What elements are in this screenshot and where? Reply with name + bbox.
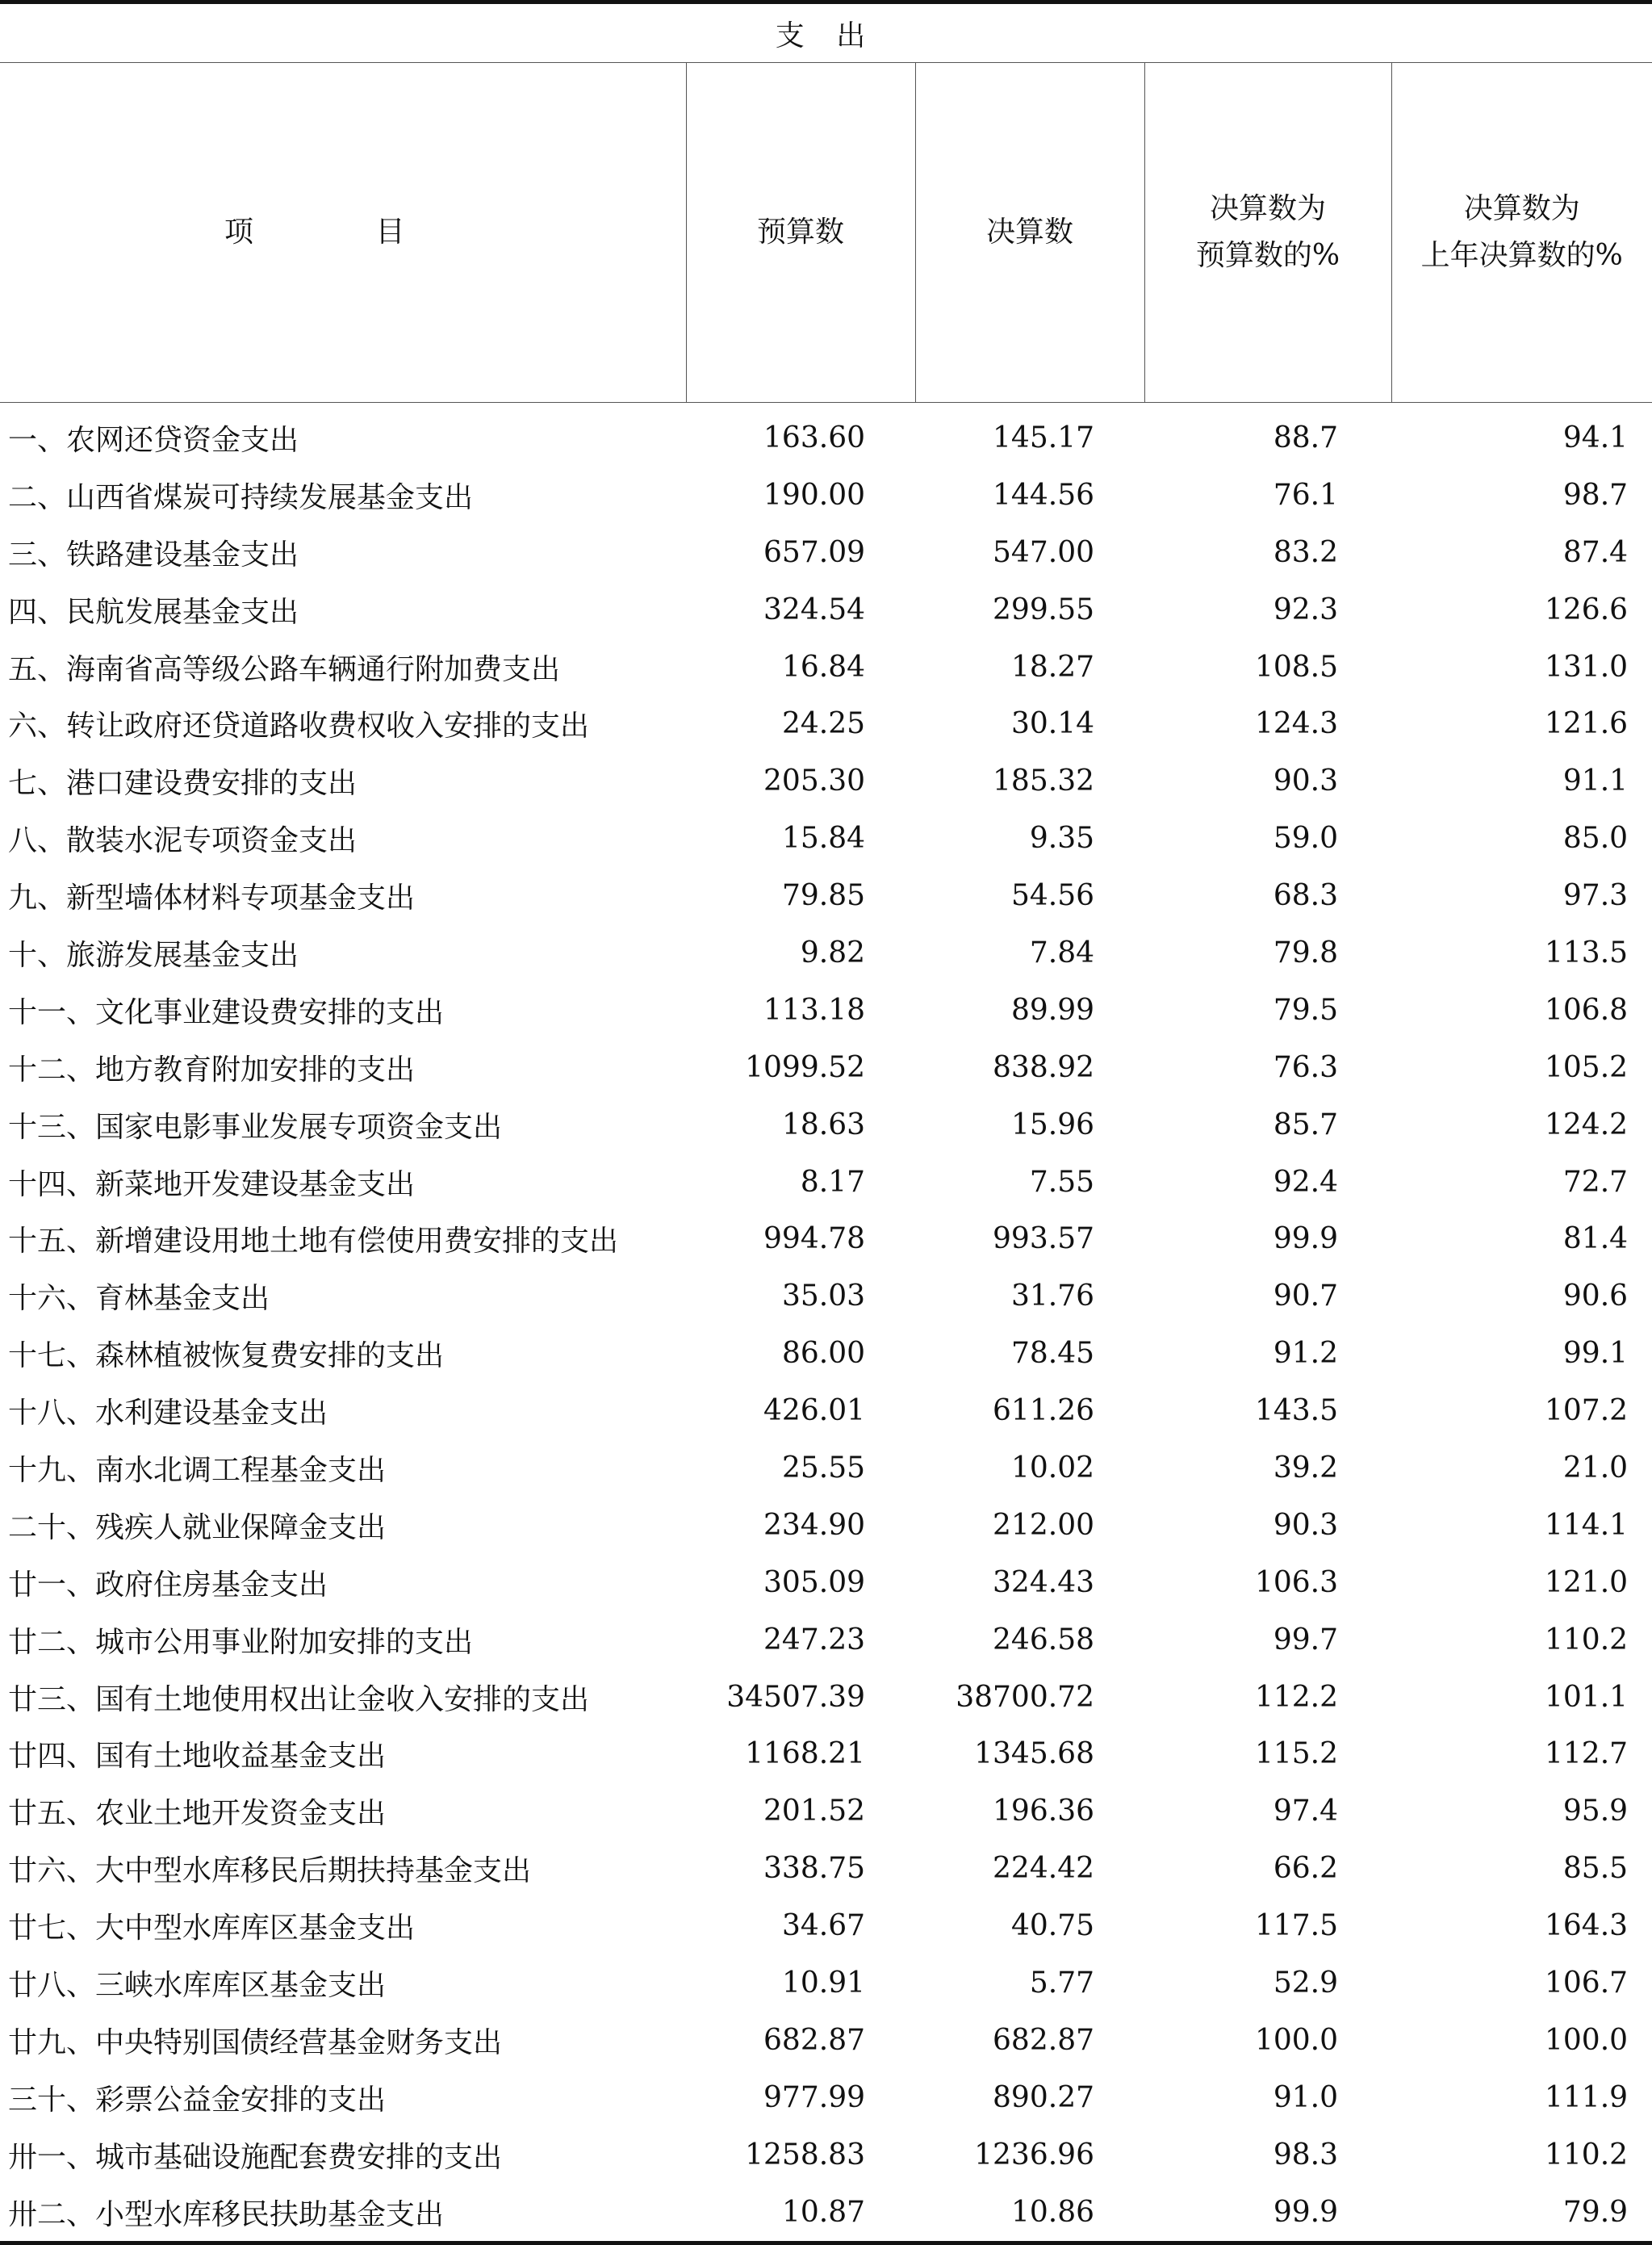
table-cell-budget: 1168.21: [686, 1725, 915, 1782]
table-row: [0, 752, 1652, 810]
table-cell-item: 三、铁路建设基金支出: [0, 524, 686, 581]
table-cell-budget: 1099.52: [686, 1039, 915, 1096]
table-cell-item: 廿八、三峡水库库区基金支出: [0, 1954, 686, 2012]
table-row: [0, 2126, 1652, 2184]
table-cell-budget: 305.09: [686, 1554, 915, 1611]
table-cell-budget: 657.09: [686, 524, 915, 581]
table-row: [0, 1611, 1652, 1669]
table-cell-item: 卅一、城市基础设施配套费安排的支出: [0, 2126, 686, 2184]
table-cell-pct-budget: 52.9: [1144, 1954, 1391, 2012]
table-cell-pct-prev: 105.2: [1391, 1039, 1652, 1096]
table-cell-budget: 994.78: [686, 1210, 915, 1267]
table-cell-final: 40.75: [915, 1897, 1144, 1954]
table-cell-final: 145.17: [915, 403, 1144, 467]
table-cell-pct-prev: 94.1: [1391, 403, 1652, 467]
header-pct-budget-line1: 决算数为: [1145, 186, 1391, 232]
table-cell-pct-budget: 85.7: [1144, 1096, 1391, 1154]
table-cell-pct-prev: 110.2: [1391, 1611, 1652, 1669]
table-cell-pct-prev: 97.3: [1391, 867, 1652, 924]
table-cell-item: 十八、水利建设基金支出: [0, 1382, 686, 1439]
table-cell-pct-budget: 92.3: [1144, 581, 1391, 639]
table-cell-pct-prev: 107.2: [1391, 1382, 1652, 1439]
table-cell-pct-budget: 112.2: [1144, 1669, 1391, 1726]
table-cell-item: 二、山西省煤炭可持续发展基金支出: [0, 467, 686, 524]
table-cell-final: 144.56: [915, 467, 1144, 524]
header-budget: 预算数: [686, 63, 915, 403]
table-cell-pct-prev: 113.5: [1391, 924, 1652, 982]
table-row: [0, 524, 1652, 581]
table-cell-item: 十二、地方教育附加安排的支出: [0, 1039, 686, 1096]
table-cell-budget: 10.91: [686, 1954, 915, 2012]
table-cell-pct-budget: 124.3: [1144, 695, 1391, 752]
table-cell-final: 196.36: [915, 1782, 1144, 1840]
table-cell-item: 廿一、政府住房基金支出: [0, 1554, 686, 1611]
header-row: [0, 63, 1652, 403]
table-cell-item: 十五、新增建设用地土地有偿使用费安排的支出: [0, 1210, 686, 1267]
table-cell-final: 246.58: [915, 1611, 1144, 1669]
table-cell-final: 224.42: [915, 1840, 1144, 1897]
table-row: [0, 1554, 1652, 1611]
table-cell-budget: 34.67: [686, 1897, 915, 1954]
table-cell-pct-budget: 106.3: [1144, 1554, 1391, 1611]
header-pct-prev-line1: 决算数为: [1392, 186, 1652, 232]
table-cell-pct-prev: 72.7: [1391, 1154, 1652, 1211]
table-cell-item: 七、港口建设费安排的支出: [0, 752, 686, 810]
table-cell-pct-budget: 90.3: [1144, 1497, 1391, 1554]
table-row: [0, 1782, 1652, 1840]
section-title-row: [0, 2, 1652, 63]
table-cell-pct-prev: 90.6: [1391, 1267, 1652, 1325]
table-cell-budget: 234.90: [686, 1497, 915, 1554]
table-cell-item: 廿三、国有土地使用权出让金收入安排的支出: [0, 1669, 686, 1726]
table-cell-pct-prev: 124.2: [1391, 1096, 1652, 1154]
table-cell-item: 廿二、城市公用事业附加安排的支出: [0, 1611, 686, 1669]
header-pct-prev: [1391, 63, 1652, 403]
table-cell-item: 一、农网还贷资金支出: [0, 403, 686, 467]
table-cell-final: 212.00: [915, 1497, 1144, 1554]
table-cell-budget: 16.84: [686, 639, 915, 696]
header-item-label: 项 目: [224, 216, 461, 249]
table-cell-budget: 10.87: [686, 2184, 915, 2243]
table-cell-pct-budget: 79.5: [1144, 982, 1391, 1039]
table-cell-item: 廿七、大中型水库库区基金支出: [0, 1897, 686, 1954]
table-row: [0, 1439, 1652, 1497]
table-row: [0, 1154, 1652, 1211]
table-cell-pct-prev: 21.0: [1391, 1439, 1652, 1497]
table-cell-budget: 201.52: [686, 1782, 915, 1840]
table-cell-budget: 1258.83: [686, 2126, 915, 2184]
table-cell-pct-budget: 83.2: [1144, 524, 1391, 581]
table-cell-budget: 8.17: [686, 1154, 915, 1211]
header-final: 决算数: [915, 63, 1144, 403]
table-cell-final: 38700.72: [915, 1669, 1144, 1726]
header-pct-budget: [1144, 63, 1391, 403]
table-cell-item: 十六、育林基金支出: [0, 1267, 686, 1325]
table-cell-pct-prev: 114.1: [1391, 1497, 1652, 1554]
table-cell-budget: 190.00: [686, 467, 915, 524]
table-row: [0, 1897, 1652, 1954]
table-row: [0, 639, 1652, 696]
table-cell-item: 十四、新菜地开发建设基金支出: [0, 1154, 686, 1211]
table-cell-item: 六、转让政府还贷道路收费权收入安排的支出: [0, 695, 686, 752]
table-cell-budget: 86.00: [686, 1325, 915, 1382]
table-cell-final: 838.92: [915, 1039, 1144, 1096]
table-cell-pct-budget: 90.3: [1144, 752, 1391, 810]
section-title: 支 出: [0, 2, 1652, 63]
table-row: [0, 924, 1652, 982]
table-cell-final: 10.86: [915, 2184, 1144, 2243]
table-cell-budget: 205.30: [686, 752, 915, 810]
table-cell-pct-budget: 90.7: [1144, 1267, 1391, 1325]
table-cell-item: 九、新型墙体材料专项基金支出: [0, 867, 686, 924]
table-cell-pct-budget: 59.0: [1144, 810, 1391, 867]
table-cell-pct-prev: 85.0: [1391, 810, 1652, 867]
table-cell-final: 54.56: [915, 867, 1144, 924]
table-cell-budget: 426.01: [686, 1382, 915, 1439]
table-cell-item: 三十、彩票公益金安排的支出: [0, 2069, 686, 2126]
table-cell-pct-budget: 68.3: [1144, 867, 1391, 924]
table-cell-final: 10.02: [915, 1439, 1144, 1497]
table-cell-budget: 338.75: [686, 1840, 915, 1897]
table-cell-final: 78.45: [915, 1325, 1144, 1382]
table-row: [0, 403, 1652, 467]
table-cell-pct-prev: 110.2: [1391, 2126, 1652, 2184]
table-cell-pct-budget: 66.2: [1144, 1840, 1391, 1897]
table-row: [0, 1669, 1652, 1726]
table-cell-item: 廿九、中央特别国债经营基金财务支出: [0, 2012, 686, 2069]
table-cell-pct-prev: 121.6: [1391, 695, 1652, 752]
table-cell-final: 31.76: [915, 1267, 1144, 1325]
table-cell-pct-prev: 95.9: [1391, 1782, 1652, 1840]
table-cell-pct-budget: 76.3: [1144, 1039, 1391, 1096]
table-row: [0, 867, 1652, 924]
table-cell-item: 十九、南水北调工程基金支出: [0, 1439, 686, 1497]
header-pct-budget-line2: 预算数的%: [1145, 232, 1391, 279]
table-cell-final: 185.32: [915, 752, 1144, 810]
table-cell-pct-prev: 164.3: [1391, 1897, 1652, 1954]
table-row: [0, 982, 1652, 1039]
table-cell-final: 7.55: [915, 1154, 1144, 1211]
table-cell-pct-budget: 79.8: [1144, 924, 1391, 982]
table-cell-pct-budget: 98.3: [1144, 2126, 1391, 2184]
table-cell-pct-prev: 100.0: [1391, 2012, 1652, 2069]
table-cell-final: 890.27: [915, 2069, 1144, 2126]
table-cell-pct-budget: 115.2: [1144, 1725, 1391, 1782]
table-cell-pct-budget: 108.5: [1144, 639, 1391, 696]
table-row: [0, 1325, 1652, 1382]
table-cell-budget: 247.23: [686, 1611, 915, 1669]
table-row: [0, 695, 1652, 752]
table-cell-final: 993.57: [915, 1210, 1144, 1267]
table-cell-final: 7.84: [915, 924, 1144, 982]
table-cell-budget: 15.84: [686, 810, 915, 867]
header-item: [0, 63, 686, 403]
table-row: [0, 1382, 1652, 1439]
table-cell-pct-budget: 100.0: [1144, 2012, 1391, 2069]
table-cell-item: 十一、文化事业建设费安排的支出: [0, 982, 686, 1039]
table-cell-final: 5.77: [915, 1954, 1144, 2012]
table-cell-pct-prev: 91.1: [1391, 752, 1652, 810]
table-cell-pct-budget: 76.1: [1144, 467, 1391, 524]
table-cell-pct-prev: 85.5: [1391, 1840, 1652, 1897]
table-cell-final: 1236.96: [915, 2126, 1144, 2184]
table-row: [0, 467, 1652, 524]
table-cell-final: 18.27: [915, 639, 1144, 696]
table-cell-pct-budget: 117.5: [1144, 1897, 1391, 1954]
table-row: [0, 1954, 1652, 2012]
table-cell-pct-prev: 106.7: [1391, 1954, 1652, 2012]
table-cell-pct-budget: 39.2: [1144, 1439, 1391, 1497]
table-row: [0, 2012, 1652, 2069]
table-cell-budget: 24.25: [686, 695, 915, 752]
table-cell-item: 十三、国家电影事业发展专项资金支出: [0, 1096, 686, 1154]
table-cell-item: 四、民航发展基金支出: [0, 581, 686, 639]
table-cell-final: 1345.68: [915, 1725, 1144, 1782]
table-cell-item: 十七、森林植被恢复费安排的支出: [0, 1325, 686, 1382]
table-cell-budget: 25.55: [686, 1439, 915, 1497]
table-cell-pct-prev: 81.4: [1391, 1210, 1652, 1267]
header-pct-prev-line2: 上年决算数的%: [1392, 232, 1652, 279]
table-cell-final: 89.99: [915, 982, 1144, 1039]
table-cell-final: 611.26: [915, 1382, 1144, 1439]
table-cell-item: 五、海南省高等级公路车辆通行附加费支出: [0, 639, 686, 696]
table-cell-pct-budget: 99.7: [1144, 1611, 1391, 1669]
table-row: [0, 1210, 1652, 1267]
table-cell-pct-prev: 131.0: [1391, 639, 1652, 696]
table-row: [0, 1497, 1652, 1554]
table-cell-item: 十、旅游发展基金支出: [0, 924, 686, 982]
table-cell-pct-prev: 112.7: [1391, 1725, 1652, 1782]
table-cell-budget: 977.99: [686, 2069, 915, 2126]
table-cell-final: 299.55: [915, 581, 1144, 639]
table-row: [0, 581, 1652, 639]
table-row: [0, 1840, 1652, 1897]
table-cell-budget: 682.87: [686, 2012, 915, 2069]
table-cell-pct-budget: 88.7: [1144, 403, 1391, 467]
table-cell-item: 八、散装水泥专项资金支出: [0, 810, 686, 867]
table-cell-pct-prev: 126.6: [1391, 581, 1652, 639]
table-cell-budget: 163.60: [686, 403, 915, 467]
table-cell-final: 324.43: [915, 1554, 1144, 1611]
table-cell-item: 廿四、国有土地收益基金支出: [0, 1725, 686, 1782]
table-cell-pct-budget: 97.4: [1144, 1782, 1391, 1840]
table-cell-pct-budget: 91.2: [1144, 1325, 1391, 1382]
table-cell-item: 二十、残疾人就业保障金支出: [0, 1497, 686, 1554]
table-cell-pct-budget: 99.9: [1144, 2184, 1391, 2243]
table-cell-pct-budget: 143.5: [1144, 1382, 1391, 1439]
table-cell-budget: 79.85: [686, 867, 915, 924]
table-cell-pct-prev: 101.1: [1391, 1669, 1652, 1726]
table-cell-pct-prev: 106.8: [1391, 982, 1652, 1039]
table-row: [0, 1096, 1652, 1154]
table-cell-pct-prev: 111.9: [1391, 2069, 1652, 2126]
table-cell-budget: 35.03: [686, 1267, 915, 1325]
table-cell-budget: 113.18: [686, 982, 915, 1039]
table-row: [0, 1725, 1652, 1782]
table-row: [0, 1039, 1652, 1096]
table-cell-final: 547.00: [915, 524, 1144, 581]
table-cell-pct-prev: 87.4: [1391, 524, 1652, 581]
table-row: [0, 2069, 1652, 2126]
table-cell-pct-prev: 98.7: [1391, 467, 1652, 524]
table-cell-final: 9.35: [915, 810, 1144, 867]
table-row: [0, 810, 1652, 867]
table-cell-pct-budget: 92.4: [1144, 1154, 1391, 1211]
table-cell-pct-budget: 91.0: [1144, 2069, 1391, 2126]
table-cell-item: 廿六、大中型水库移民后期扶持基金支出: [0, 1840, 686, 1897]
table-cell-pct-budget: 99.9: [1144, 1210, 1391, 1267]
table-cell-final: 682.87: [915, 2012, 1144, 2069]
table-cell-budget: 9.82: [686, 924, 915, 982]
table-cell-final: 15.96: [915, 1096, 1144, 1154]
table-row: [0, 1267, 1652, 1325]
table-cell-pct-prev: 121.0: [1391, 1554, 1652, 1611]
table-cell-budget: 18.63: [686, 1096, 915, 1154]
table-cell-pct-prev: 79.9: [1391, 2184, 1652, 2243]
table-cell-budget: 324.54: [686, 581, 915, 639]
table-cell-final: 30.14: [915, 695, 1144, 752]
table-cell-item: 廿五、农业土地开发资金支出: [0, 1782, 686, 1840]
table-cell-item: 卅二、小型水库移民扶助基金支出: [0, 2184, 686, 2243]
table-row: [0, 2184, 1652, 2243]
table-cell-pct-prev: 99.1: [1391, 1325, 1652, 1382]
table-cell-budget: 34507.39: [686, 1669, 915, 1726]
